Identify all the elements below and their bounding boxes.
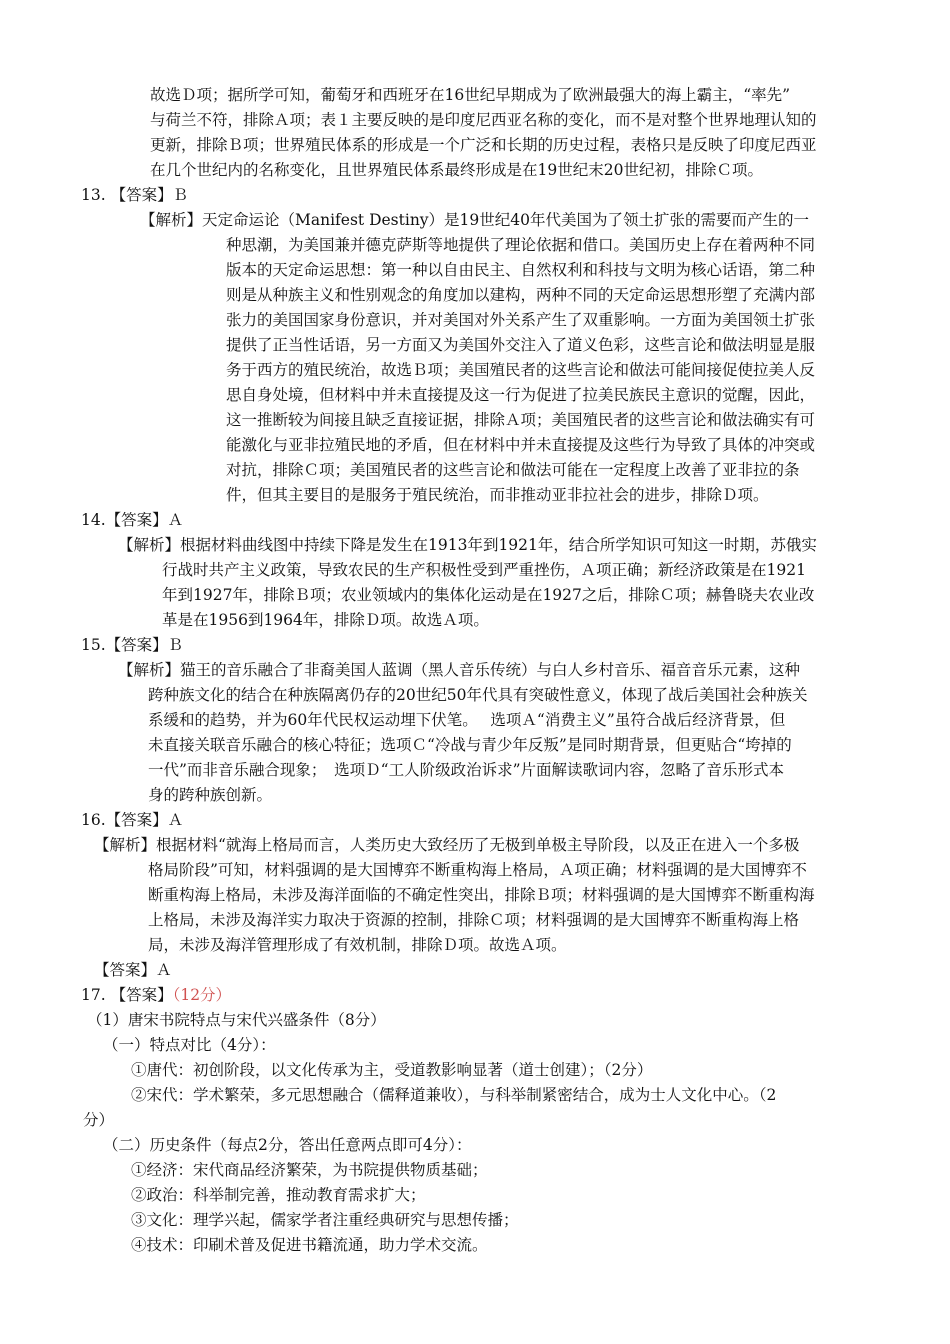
q13-analysis-line: 件，但其主要目的是服务于殖民统治，而非推动亚非拉社会的进步，排除Ｄ项。 <box>226 486 769 504</box>
q16-analysis-line: 局，未涉及海洋管理形成了有效机制，排除Ｄ项。故选Ａ项。 <box>148 936 567 954</box>
q17-sub1-title: （一）特点对比（4分）： <box>103 1036 276 1054</box>
q13-analysis-line: 对抗，排除Ｃ项；美国殖民者的这些言论和做法可能在一定程度上改善了亚非拉的条 <box>226 461 800 479</box>
q13-analysis-line: 务于西方的殖民统治，故选Ｂ项；美国殖民者的这些言论和做法可能间接促使拉美人反 <box>226 361 816 379</box>
q13-analysis-line: 则是从种族主义和性别观念的角度加以建构，两种不同的天定命运思想形塑了充满内部 <box>226 286 816 304</box>
q17-sub2-title: （二）历史条件（每点2分，答出任意两点即可4分）： <box>103 1136 472 1154</box>
q17-sub2-item: ④技术：印刷术普及促进书籍流通，助力学术交流。 <box>131 1236 488 1254</box>
q12-line-3: 更新，排除Ｂ项；世界殖民体系的形成是一个广泛和长期的历史过程，表格只是反映了印度尼西亚 <box>150 136 817 154</box>
q15-analysis-first: 【解析】猫王的音乐融合了非裔美国人蓝调（黑人音乐传统）与白人乡村音乐、福音音乐元素，这种 <box>118 661 801 679</box>
q13-analysis-line: 张力的美国国家身份意识，并对美国对外关系产生了双重影响。一方面为美国领土扩张 <box>226 311 816 329</box>
q12-line-4: 在几个世纪内的名称变化，且世界殖民体系最终形成是在19世纪末20世纪初，排除Ｃ项。 <box>150 161 763 179</box>
q14-analysis-first: 【解析】根据材料曲线图中持续下降是发生在1913年到1921年，结合所学知识可知这一时期，苏俄实 <box>118 536 817 554</box>
q15-analysis-line: 跨种族文化的结合在种族隔离仍存的20世纪50年代具有突破性意义，体现了战后美国社会种族关 <box>148 686 808 704</box>
q16-analysis-line: 格局阶段”可知，材料强调的是大国博弈不断重构海上格局，Ａ项正确；材料强调的是大国博弈不 <box>148 861 807 879</box>
q17-answer-prefix: 17. 【答案】 <box>81 986 173 1004</box>
q17-sub2-item: ①经济：宋代商品经济繁荣，为书院提供物质基础； <box>131 1161 488 1179</box>
q17-score: （12分） <box>172 986 232 1004</box>
q14-analysis-line: 行战时共产主义政策，导致农民的生产积极性受到严重挫伤，Ａ项正确；新经济政策是在1921 <box>162 561 806 579</box>
q14-analysis-line: 年到1927年，排除Ｂ项；农业领域内的集体化运动是在1927之后，排除Ｃ项；赫鲁晓夫农业改 <box>162 586 815 604</box>
q13-analysis-line: 种思潮，为美国兼并德克萨斯等地提供了理论依据和借口。美国历史上存在着两种不同 <box>226 236 816 254</box>
q17-sub2-item: ②政治：科举制完善，推动教育需求扩大； <box>131 1186 426 1204</box>
q14-analysis-line: 革是在1956到1964年，排除Ｄ项。故选Ａ项。 <box>162 611 489 629</box>
q16-answer: 16.【答案】Ａ <box>81 811 184 829</box>
q17-sub1-item-2: ②宋代：学术繁荣，多元思想融合（儒释道兼收），与科举制紧密结合，成为士人文化中心。（2 <box>131 1086 777 1104</box>
q13-analysis-line: 能激化与亚非拉殖民地的矛盾，但在材料中并未直接提及这些行为导致了具体的冲突或 <box>226 436 816 454</box>
q16-analysis-line: 上格局，未涉及海洋实力取决于资源的控制，排除Ｃ项；材料强调的是大国博弈不断重构海上格 <box>148 911 800 929</box>
q13-analysis-line: 思自身处境，但材料中并未直接提及这一行为促进了拉美民族民主意识的觉醒，因此， <box>226 386 816 404</box>
q16-analysis-first: 【解析】根据材料“就海上格局而言，人类历史大致经历了无极到单极主导阶段，以及正在进入一个多极 <box>94 836 800 854</box>
q13-analysis-line: 版本的天定命运思想：第一种以自由民主、自然权利和科技与文明为核心话语，第二种 <box>226 261 816 279</box>
q15-answer: 15.【答案】Ｂ <box>81 636 184 654</box>
q16-extra-answer: 【答案】Ａ <box>94 961 172 979</box>
q13-analysis-first: 【解析】天定命运论（Manifest Destiny）是19世纪40年代美国为了领土扩张的需要而产生的一 <box>140 211 809 229</box>
q12-line-1: 故选Ｄ项；据所学可知，葡萄牙和西班牙在16世纪早期成为了欧洲最强大的海上霸主，“率先” <box>150 86 791 104</box>
q15-analysis-line: 一代”而非音乐融合现象； 选项Ｄ“工人阶级政治诉求”片面解读歌词内容，忽略了音乐形式本 <box>148 761 785 779</box>
q14-answer: 14.【答案】Ａ <box>81 511 184 529</box>
q17-sub1-item-1: ①唐代：初创阶段，以文化传承为主，受道教影响显著（道士创建）；（2分） <box>131 1061 653 1079</box>
q13-answer: 13. 【答案】Ｂ <box>81 186 189 204</box>
q13-analysis-line: 这一推断较为间接且缺乏直接证据，排除Ａ项；美国殖民者的这些言论和做法确实有可 <box>226 411 816 429</box>
q17-sub1-item-2-tail: 分） <box>83 1111 115 1129</box>
q15-analysis-line: 身的跨种族创新。 <box>148 786 273 804</box>
q17-answer <box>81 984 231 1006</box>
q17-part1-title: （1）唐宋书院特点与宋代兴盛条件（8分） <box>87 1011 386 1029</box>
q17-sub2-item: ③文化：理学兴起，儒家学者注重经典研究与思想传播； <box>131 1211 519 1229</box>
q15-analysis-line: 未直接关联音乐融合的核心特征；选项Ｃ“冷战与青少年反叛”是同时期背景，但更贴合“垮掉的 <box>148 736 792 754</box>
q12-line-2: 与荷兰不符，排除Ａ项；表１主要反映的是印度尼西亚名称的变化，而不是对整个世界地理认知的 <box>150 111 817 129</box>
q15-analysis-line: 系缓和的趋势，并为60年代民权运动埋下伏笔。 选项Ａ“消费主义”虽符合战后经济背景，但 <box>148 711 786 729</box>
q16-analysis-line: 断重构海上格局，未涉及海洋面临的不确定性突出，排除Ｂ项；材料强调的是大国博弈不断重构海 <box>148 886 815 904</box>
q13-analysis-line: 提供了正当性话语，另一方面又为美国外交注入了道义色彩，这些言论和做法明显是服 <box>226 336 816 354</box>
